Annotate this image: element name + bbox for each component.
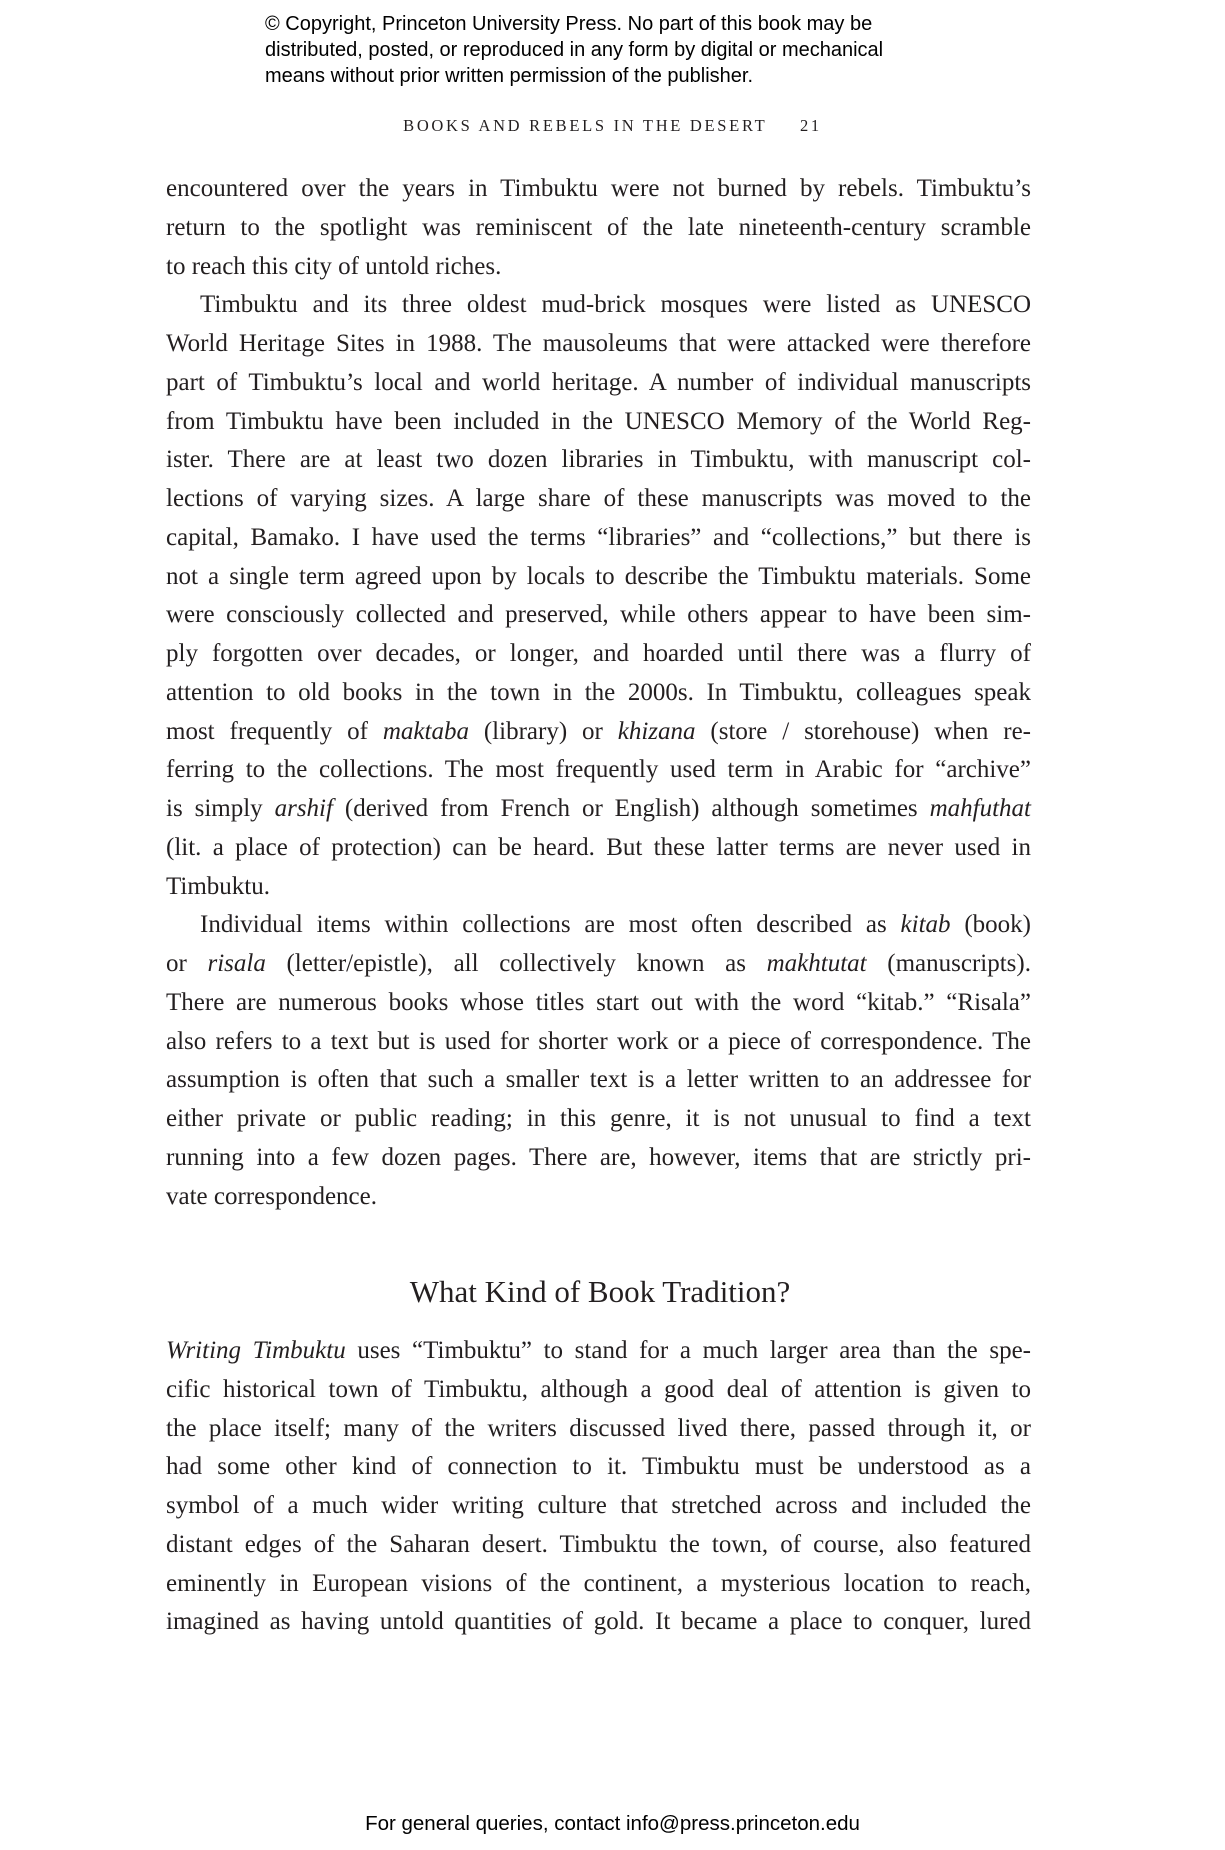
italic-title: Writing Timbuktu (166, 1337, 346, 1364)
copyright-notice (265, 11, 1025, 89)
text-line: part of Timbuktu’s local and world heritage. A number of individual manuscripts (166, 368, 1031, 396)
text-run: (store / storehouse) when re- (695, 717, 1032, 745)
text-line: symbol of a much wider writing culture that stretched across and included the (166, 1492, 1031, 1519)
text-line: were consciously collected and preserved, while others appear to have been sim- (166, 601, 1031, 629)
italic-term: arshif (274, 795, 333, 822)
copyright-line: distributed, posted, or reproduced in any form by digital or mechanical (265, 39, 884, 61)
text-run: (book) (950, 911, 1031, 939)
italic-term: makhtutat (766, 950, 867, 977)
text-line: either private or public reading; in this genre, it is not unusual to find a text (166, 1105, 1031, 1132)
text-line: cific historical town of Timbuktu, although a good deal of attention is given to (166, 1375, 1031, 1403)
text-line (166, 790, 1031, 829)
text-line: attention to old books in the town in the 2000s. In Timbuktu, colleagues speak (166, 678, 1031, 706)
page-number: 21 (799, 116, 822, 135)
body-text-bottom (166, 1332, 1031, 1642)
text-run: (library) or (468, 717, 618, 745)
section-heading: What Kind of Book Tradition? (409, 1274, 791, 1309)
text-line (166, 1332, 1031, 1371)
text-line: to reach this city of untold riches. (166, 252, 502, 280)
body-text-top (166, 170, 1031, 1216)
footer-contact: For general queries, contact info@press.princeton.edu (365, 1812, 860, 1835)
italic-term: khizana (617, 717, 696, 745)
text-line (166, 945, 1031, 984)
text-run: Individual items within collections are most often described as (200, 911, 901, 939)
italic-term: maktaba (382, 717, 469, 745)
text-line (166, 906, 1031, 945)
text-line (166, 713, 1031, 752)
text-line: running into a few dozen pages. There are, however, items that are strictly pri- (166, 1143, 1031, 1171)
text-line: encountered over the years in Timbuktu were not burned by rebels. Timbuktu’s (166, 175, 1031, 202)
text-run: (derived from French or English) although sometimes (332, 795, 930, 822)
text-run: uses “Timbuktu” to stand for a much larger area than the spe- (345, 1337, 1031, 1364)
text-run: (manuscripts). (866, 950, 1031, 977)
running-head-title: BOOKS AND REBELS IN THE DESERT (403, 116, 768, 135)
text-run: (letter/epistle), all collectively known as (265, 950, 767, 977)
text-run: most frequently of (166, 717, 383, 745)
text-line: ply forgotten over decades, or longer, and hoarded until there was a flurry of (166, 640, 1031, 667)
text-line: imagined as having untold quantities of gold. It became a place to conquer, lured (166, 1608, 1031, 1636)
text-line: distant edges of the Saharan desert. Timbuktu the town, of course, also featured (166, 1530, 1031, 1558)
text-run: is simply (166, 795, 275, 822)
text-line: ister. There are at least two dozen libraries in Timbuktu, with manuscript col- (166, 446, 1031, 474)
italic-term: mahfuthat (929, 795, 1031, 822)
text-line: capital, Bamako. I have used the terms “libraries” and “collections,” but there is (166, 523, 1031, 551)
text-run: or (166, 950, 208, 977)
italic-term: risala (207, 950, 266, 977)
text-line: not a single term agreed upon by locals to describe the Timbuktu materials. Some (166, 562, 1031, 590)
copyright-line: means without prior written permission of the publisher. (265, 65, 754, 87)
text-line: assumption is often that such a smaller text is a letter written to an addressee for (166, 1066, 1031, 1094)
running-head (0, 114, 1225, 138)
text-line: ferring to the collections. The most frequently used term in Arabic for “archive” (166, 756, 1031, 784)
text-line: return to the spotlight was reminiscent of the late nineteenth-century scramble (166, 213, 1031, 241)
text-line: (lit. a place of protection) can be heard. But these latter terms are never used in (166, 833, 1031, 861)
text-line: eminently in European visions of the continent, a mysterious location to reach, (166, 1569, 1031, 1597)
text-line: also refers to a text but is used for shorter work or a piece of correspondence. The (166, 1027, 1031, 1055)
text-line: from Timbuktu have been included in the UNESCO Memory of the World Reg- (166, 407, 1031, 435)
italic-term: kitab (900, 911, 951, 939)
text-line: the place itself; many of the writers discussed lived there, passed through it, or (166, 1414, 1031, 1442)
text-line: had some other kind of connection to it. Timbuktu must be understood as a (166, 1453, 1031, 1481)
text-line: Timbuktu. (166, 872, 270, 900)
text-line: World Heritage Sites in 1988. The mausoleums that were attacked were therefore (166, 330, 1031, 357)
text-line: vate correspondence. (166, 1182, 377, 1210)
text-line: There are numerous books whose titles start out with the word “kitab.” “Risala” (166, 988, 1031, 1016)
copyright-line: © Copyright, Princeton University Press. No part of this book may be (265, 13, 873, 35)
text-line: lections of varying sizes. A large share of these manuscripts was moved to the (166, 485, 1031, 512)
text-line: Timbuktu and its three oldest mud-brick mosques were listed as UNESCO (200, 291, 1031, 319)
